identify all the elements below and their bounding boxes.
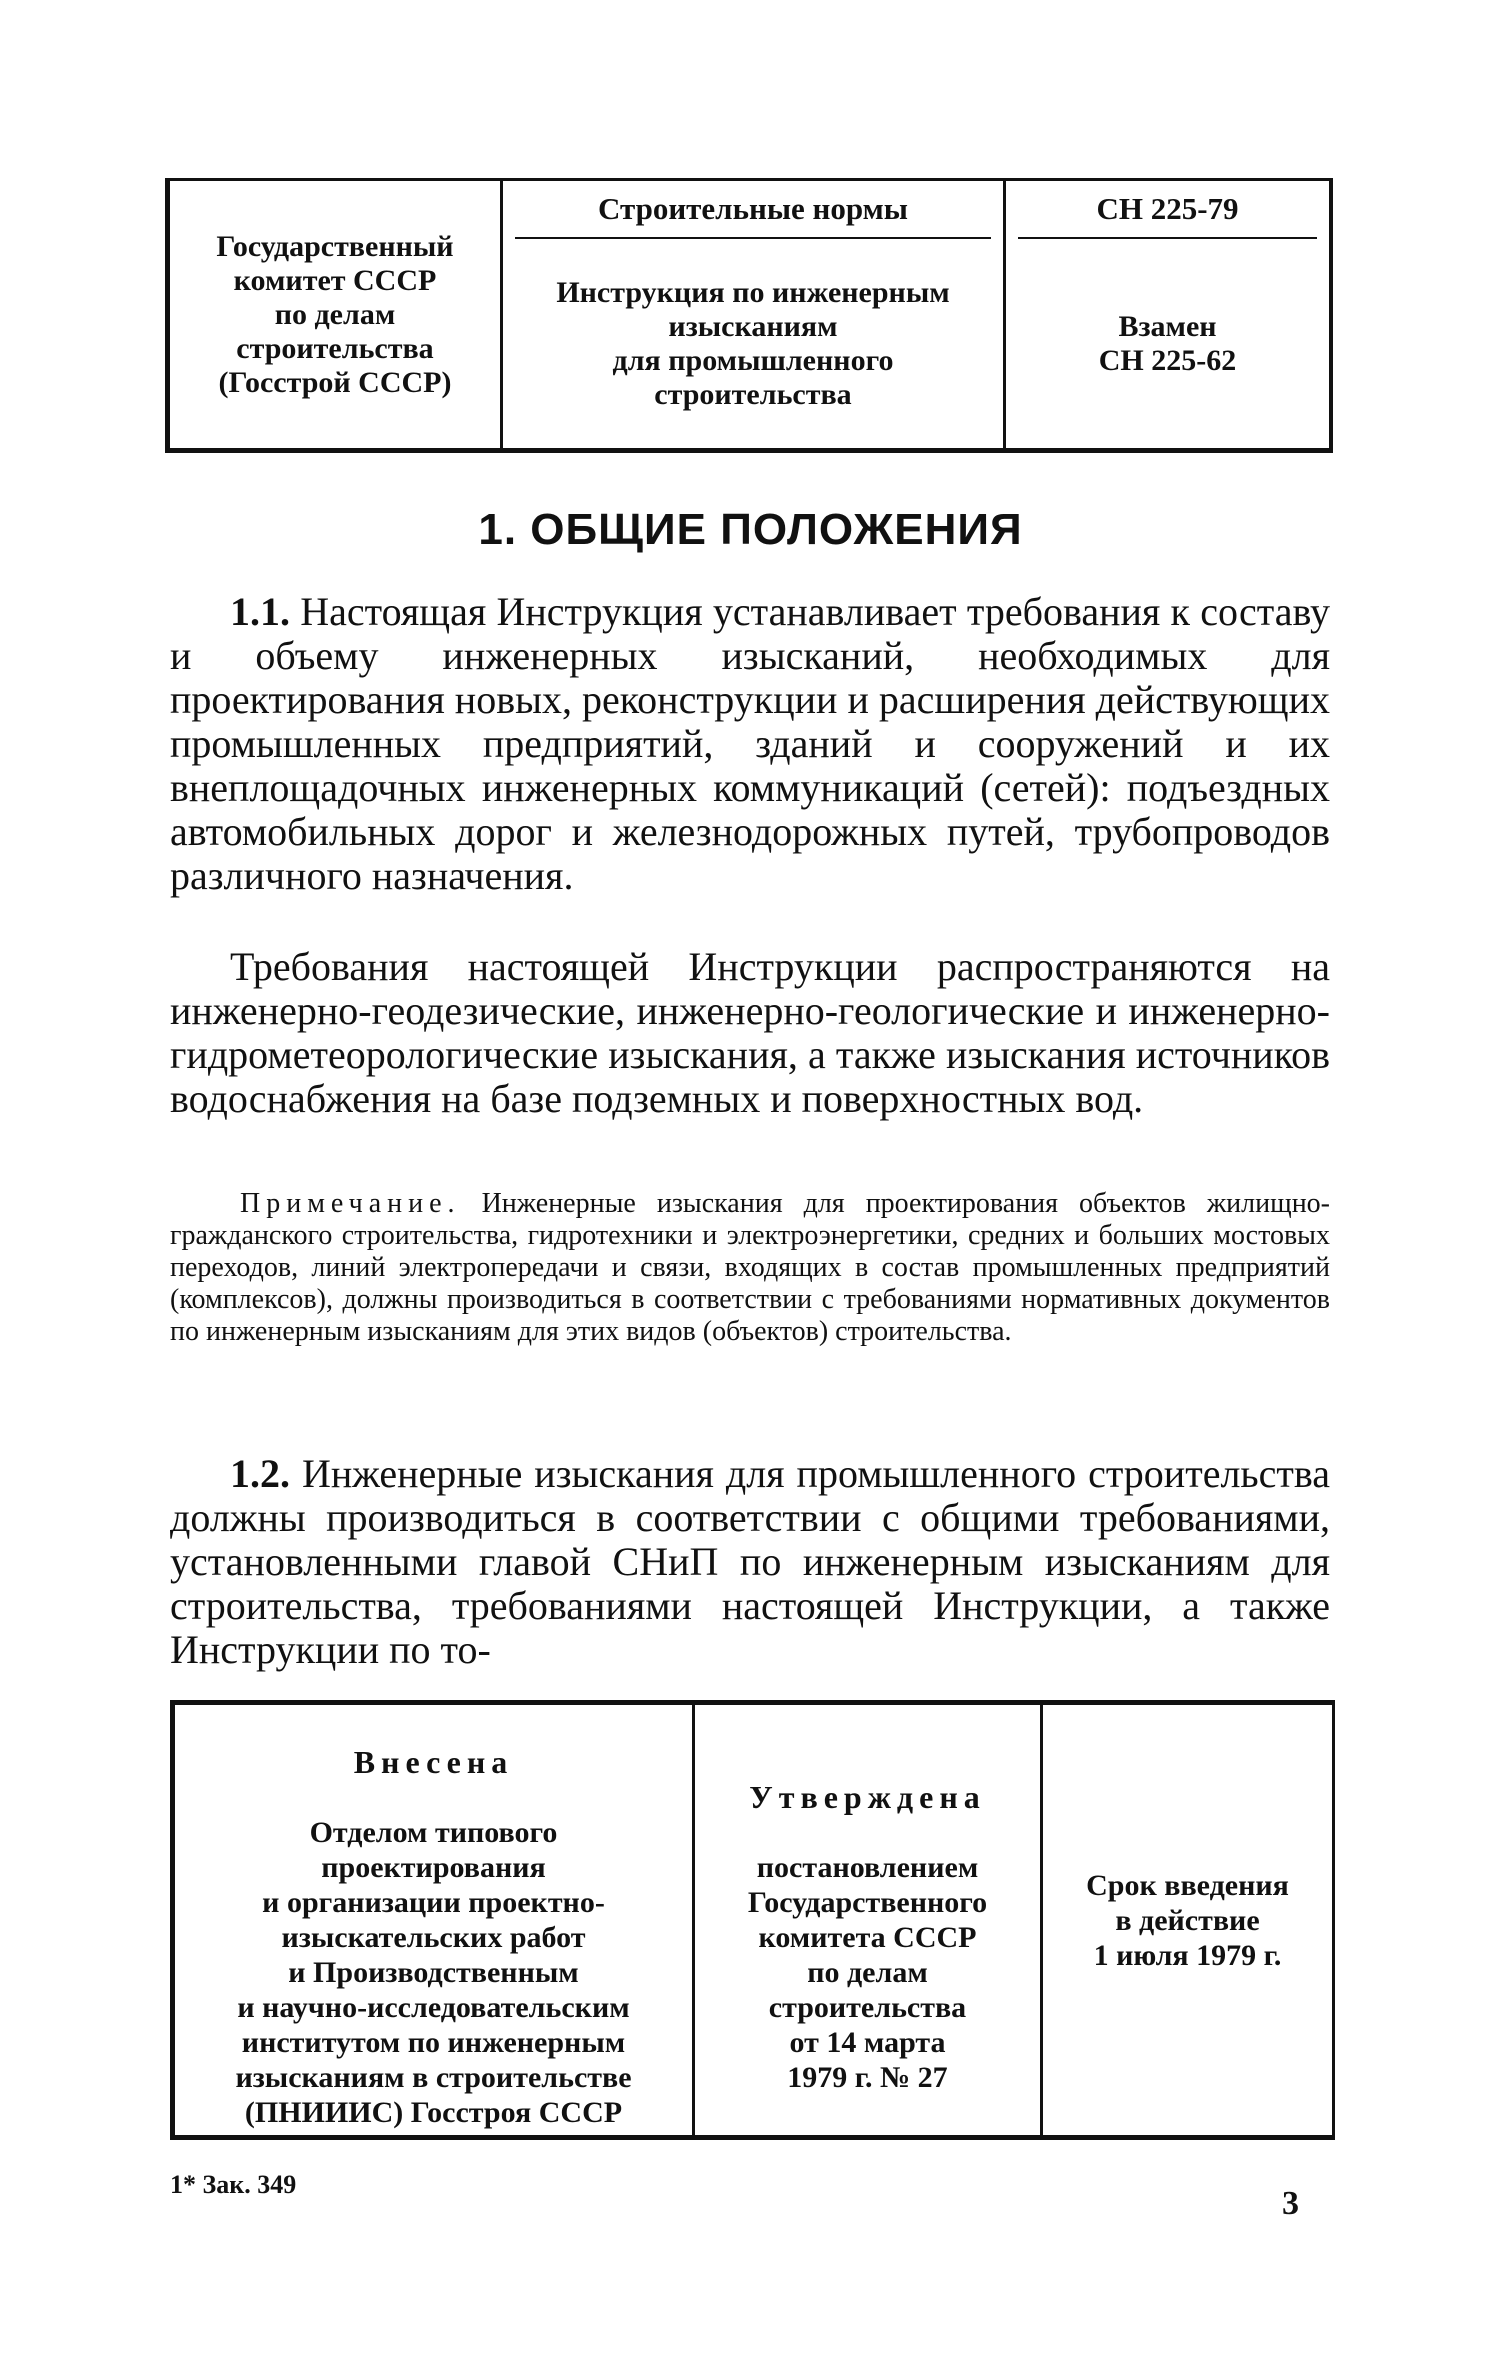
paragraph-1-2-body: Инженерные изыскания для промышленного строительства должны производиться в соответствии с общими требованиями, установленными главой СНиП по инженерным изысканиям для строительства, требованиями настоящей Инструкции, а также Инструкции по то- — [170, 1451, 1330, 1672]
effective-text: Срок введения в действие 1 июля 1979 г. — [1086, 1868, 1289, 1972]
paragraph-1-2-number: 1.2. — [230, 1451, 290, 1496]
introduced-block — [235, 1710, 631, 2130]
introduced-cell — [175, 1705, 695, 2135]
paragraph-1-2-text — [170, 1452, 1330, 1672]
header-category: Строительные нормы — [598, 191, 908, 226]
header-code-cell — [1006, 181, 1329, 448]
paragraph-1-2 — [170, 1452, 1330, 1672]
introduced-text: Отделом типового проектирования и организации проектно- изыскательских работ и Производственным и научно-исследовательским институтом по инженерным изысканиям в строительстве (ПНИИИС) Госстроя СССР — [235, 1816, 632, 2129]
header-title-body — [503, 239, 1003, 448]
header-title: Инструкция по инженерным изысканиям для промышленного строительства — [556, 275, 950, 411]
header-committee: Государственный комитет СССР по делам строительства (Госстрой СССР) — [216, 229, 454, 399]
order-number: 1* Зак. 349 — [170, 2170, 297, 2199]
note-text: Инженерные изыскания для проектирования объектов жилищно-гражданского строительства, гидротехники и электроэнергетики, средних и больших мостовых переходов, линий электропередачи и связи, входящих в состав промышленных предприятий (комплексов), должны производиться в соответствии с требованиями нормативных документов по инженерным изысканиям для этих видов (объектов) строительства. — [170, 1188, 1330, 1347]
introduced-label: Внесена — [353, 1744, 514, 1780]
paragraph-1-1 — [170, 590, 1330, 898]
note-paragraph — [170, 1188, 1330, 1348]
effective-cell — [1043, 1705, 1332, 2135]
paragraph-1-1-number: 1.1. — [230, 589, 290, 634]
header-code: СН 225-79 — [1096, 191, 1239, 226]
approved-block — [748, 1745, 987, 2095]
page-number: 3 — [1282, 2185, 1299, 2222]
paragraph-requirements: Требования настоящей Инструкции распространяются на инженерно-геодезические, инженерно-геологические и инженерно-гидрометеорологические изыскания, а также изыскания источников водоснабжения на базе подземных и поверхностных вод. — [170, 944, 1330, 1121]
approved-label: Утверждена — [749, 1779, 986, 1815]
header-replaces-body — [1006, 239, 1329, 448]
paragraph-1-1-continued — [170, 945, 1330, 1121]
approval-table — [170, 1700, 1335, 2140]
header-category-row — [515, 181, 991, 239]
paragraph-1-1-body: Настоящая Инструкция устанавливает требования к составу и объему инженерных изысканий, необходимых для проектирования новых, реконструкции и расширения действующих промышленных предприятий, зданий и сооружений и их внеплощадочных инженерных коммуникаций (сетей): подъездных автомобильных дорог и железнодорожных путей, трубопроводов различного назначения. — [170, 589, 1331, 898]
header-table — [165, 178, 1333, 453]
note-label: Примечание. — [240, 1188, 461, 1219]
approved-text: постановлением Государственного комитета СССР по делам строительства от 14 марта 1979 г. № 27 — [747, 1851, 988, 2094]
approved-cell — [695, 1705, 1043, 2135]
section-heading: 1. ОБЩИЕ ПОЛОЖЕНИЯ — [478, 505, 1023, 554]
paragraph-1-1-text — [170, 590, 1330, 898]
header-committee-cell — [170, 181, 503, 448]
header-title-cell — [503, 181, 1006, 448]
header-code-row — [1018, 181, 1317, 239]
header-replaces: Взамен СН 225-62 — [1098, 309, 1237, 377]
